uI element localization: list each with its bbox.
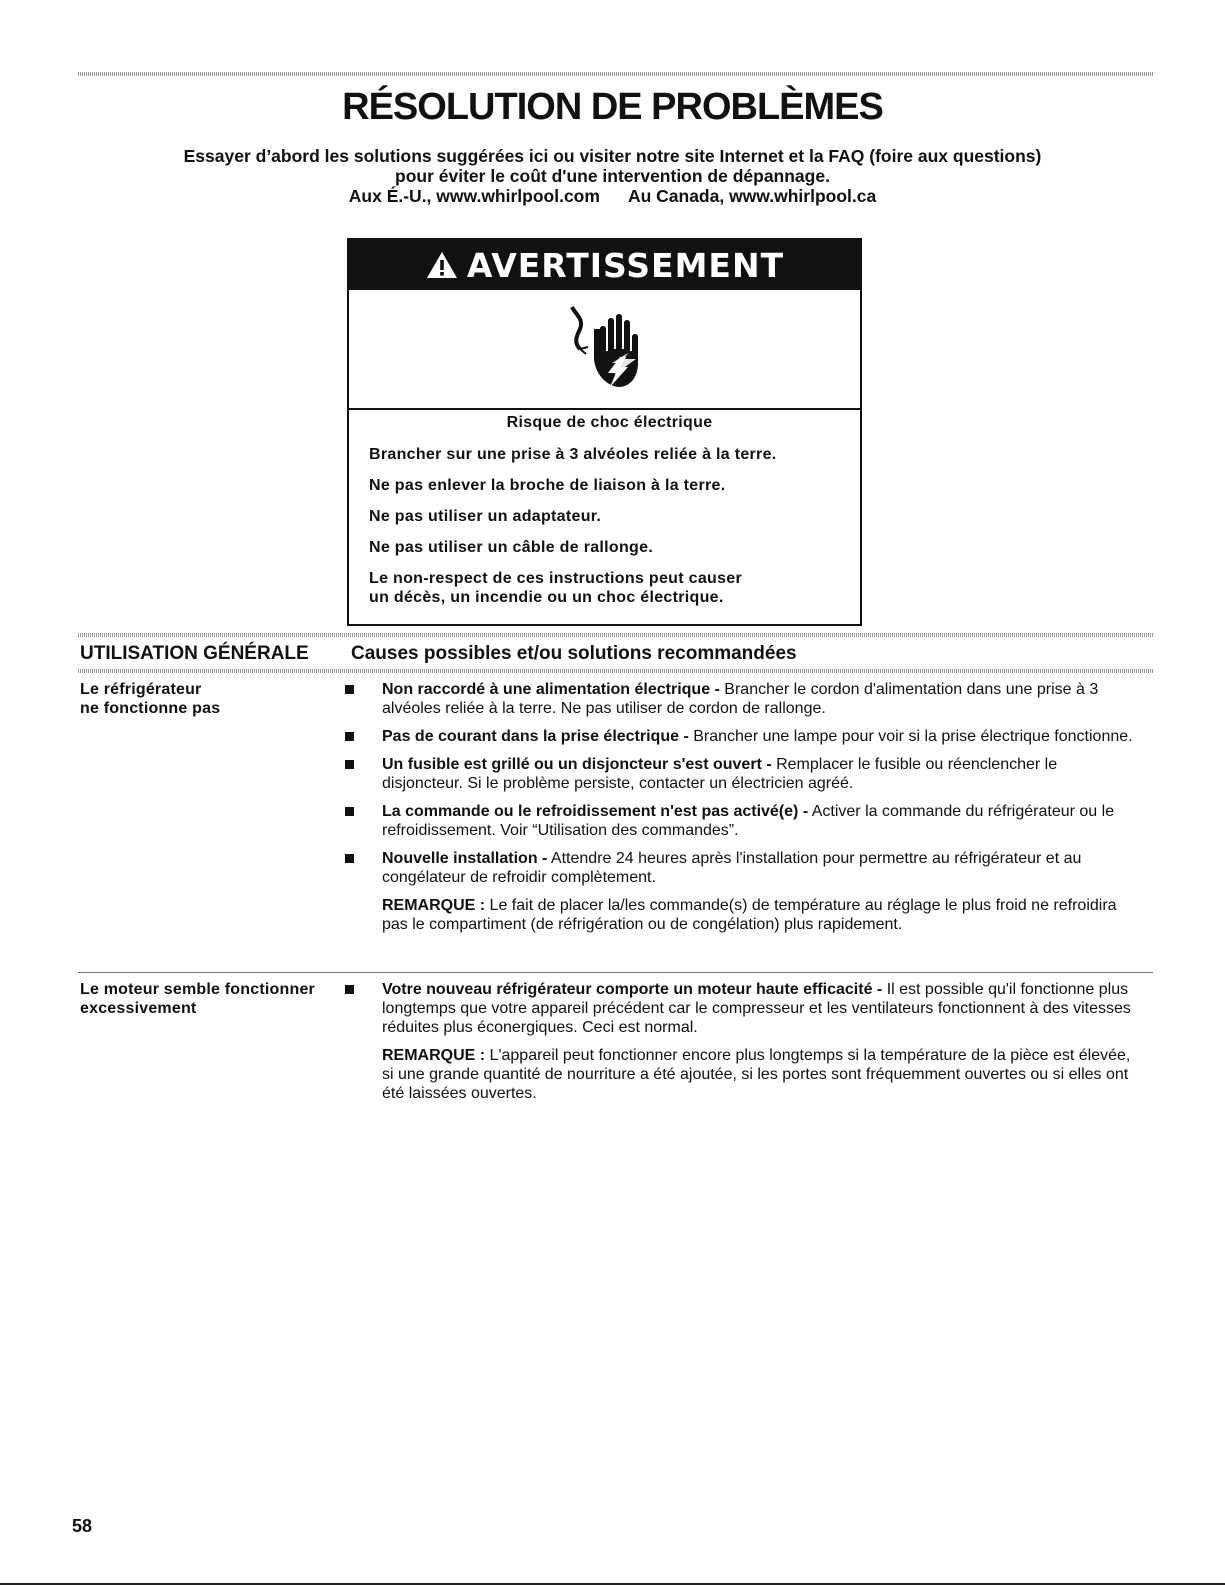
warning-line: Ne pas utiliser un câble de rallonge. [369,539,654,556]
bullet-icon [345,854,354,863]
solution-item [345,755,1135,793]
solution-item [345,980,1135,1037]
warning-line: Ne pas enlever la broche de liaison à la terre. [369,477,726,494]
website-us: Aux É.-U., www.whirlpool.com [348,186,600,206]
warning-line: Brancher sur une prise à 3 alvéoles reliée à la terre. [369,446,777,463]
electric-shock-hand-icon [550,299,660,399]
warning-header [349,240,860,290]
bullet-icon [345,807,354,816]
solution-cause: Votre nouveau réfrigérateur comporte un moteur haute efficacité - [382,981,883,998]
solution-cause: Un fusible est grillé ou un disjoncteur s'est ouvert - [382,756,772,773]
bullet-icon [345,732,354,741]
solutions-cell [345,980,1135,1112]
solution-text: Brancher une lampe pour voir si la prise électrique fonctionne. [688,728,1133,745]
warning-consequence-line-2: un décès, un incendie ou un choc électrique. [369,589,724,606]
row-divider [78,972,1153,973]
solution-text: Attendre 24 heures après l'installation pour permettre au réfrigérateur et au congélateur de refroidir complètement. [382,850,1082,886]
warning-icon-area [349,290,860,410]
warning-title: AVERTISSEMENT [466,245,785,285]
solution-text: Il est possible qu'il fonctionne plus longtemps que votre appareil précédent car le compresseur et les ventilateurs fonctionnent à des vitesses réduites plus éconergiques. Ceci est normal. [382,981,1131,1036]
solution-item [345,849,1135,887]
bullet-icon [345,760,354,769]
top-rule [78,72,1153,76]
column-header-solutions: Causes possibles et/ou solutions recommandées [351,643,797,664]
column-header-category: UTILISATION GÉNÉRALE [80,643,309,664]
solutions-cell [345,680,1135,943]
warning-text [369,414,850,619]
table-header-rule [78,669,1153,673]
solution-text: Activer la commande du réfrigérateur ou le refroidissement. Voir “Utilisation des commandes”. [382,803,1115,839]
problem-line-2: excessivement [80,1000,197,1017]
warning-consequence [369,569,850,607]
problem-line-1: Le moteur semble fonctionner [80,981,315,998]
intro-websites [0,186,1225,206]
problem-line-1: Le réfrigérateur [80,681,202,698]
table-top-rule [78,633,1153,637]
solution-cause: Non raccordé à une alimentation électrique - [382,681,720,698]
note-label: REMARQUE : [382,1047,486,1064]
problem-line-2: ne fonctionne pas [80,700,221,717]
bullet-icon [345,985,354,994]
intro-line-1: Essayer d’abord les solutions suggérées ici ou visiter notre site Internet et la FAQ (foire aux questions) [183,146,1042,166]
bullet-icon [345,685,354,694]
note-text: Le fait de placer la/les commande(s) de température au réglage le plus froid ne refroidira pas le compartiment (de réfrigération ou de congélation) plus rapidement. [382,897,1117,933]
warning-risk: Risque de choc électrique [506,414,713,431]
solution-item [345,680,1135,718]
solution-text: Remplacer le fusible ou réenclencher le disjoncteur. Si le problème persiste, contacter un électricien agréé. [382,756,1058,792]
warning-box [347,238,862,626]
warning-line: Ne pas utiliser un adaptateur. [369,508,602,525]
problem-cell [80,680,340,718]
intro [0,146,1225,206]
warning-consequence-line-1: Le non-respect de ces instructions peut causer [369,570,743,587]
page-number: 58 [72,1516,93,1536]
solution-item [345,802,1135,840]
note [345,896,1135,934]
solution-item [345,727,1135,746]
note [345,1046,1135,1103]
website-ca: Au Canada, www.whirlpool.ca [627,186,877,206]
note-text: L'appareil peut fonctionner encore plus longtemps si la température de la pièce est élevée, si une grande quantité de nourriture a été ajoutée, si les portes sont fréquemment ouvertes ou si elles ont été laissées ouvertes. [382,1047,1131,1102]
note-label: REMARQUE : [382,897,486,914]
warning-triangle-icon [425,250,459,280]
problem-cell [80,980,340,1018]
solution-cause: La commande ou le refroidissement n'est pas activé(e) - [382,803,809,820]
solution-text: Brancher le cordon d'alimentation dans une prise à 3 alvéoles reliée à la terre. Ne pas utiliser de cordon de rallonge. [382,681,1099,717]
solution-cause: Pas de courant dans la prise électrique - [382,728,689,745]
page-title: RÉSOLUTION DE PROBLÈMES [342,86,883,128]
solution-cause: Nouvelle installation - [382,850,548,867]
intro-line-2: pour éviter le coût d'une intervention de dépannage. [395,166,830,186]
